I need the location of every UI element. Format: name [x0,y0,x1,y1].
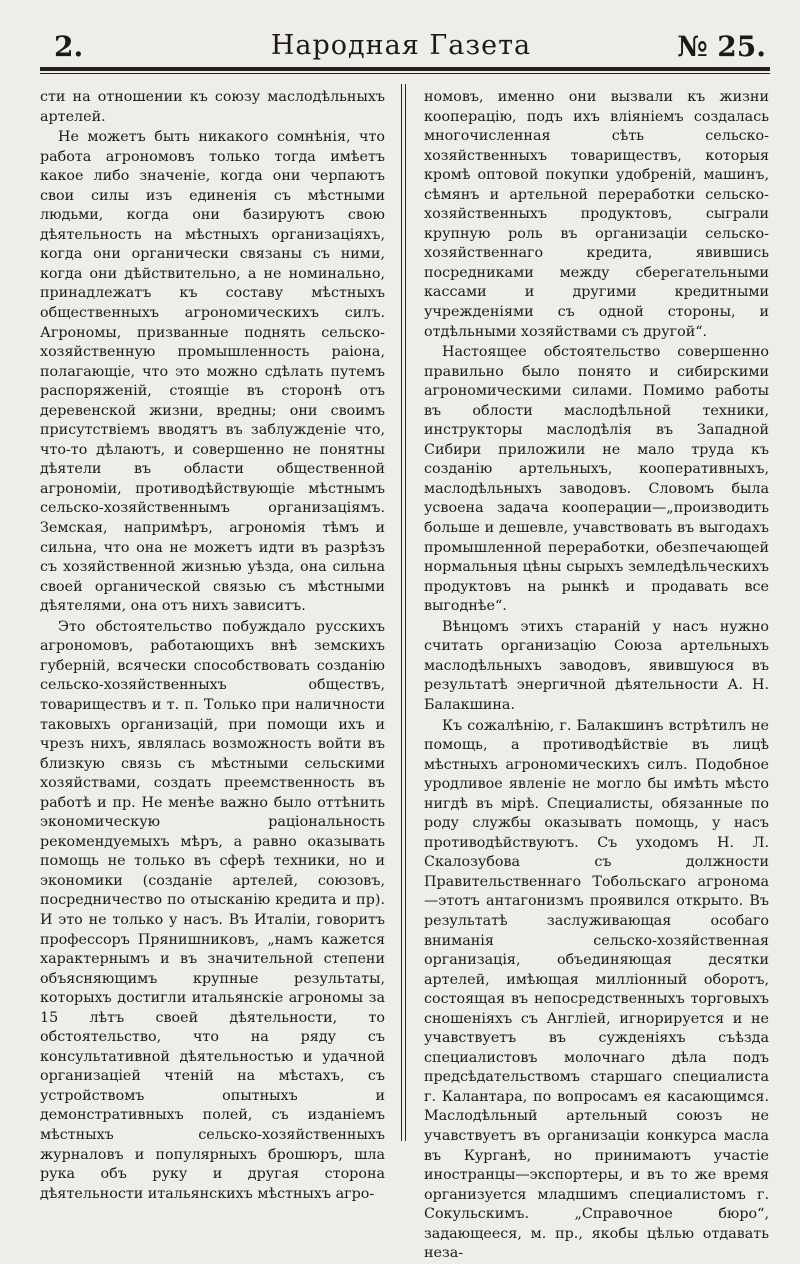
masthead [30,22,772,62]
header-rule-thin [40,73,770,74]
paragraph: Это обстоятельство побуждало русскихъ агрономовъ, работающихъ внѣ земскихъ губерній, всячески способствовать созданію сельско-хозяйственныхъ обществъ, товариществъ и т. п. Только при наличности таковыхъ организацій, при помощи ихъ и чрезъ нихъ, являлась возможность войти въ близкую связь съ мѣстными сельскими хозяйствами, создать преемственность въ работѣ и пр. Не менѣе важно было оттѣнить экономическую раціональность рекомендуемыхъ мѣръ, а равно оказывать помощь не только въ сферѣ техники, но и экономики (созданіе артелей, союзовъ, посредничество по отысканію кредита и пр). И это не только у насъ. Въ Италіи, говоритъ профессоръ Прянишниковъ, „намъ кажется характернымъ и въ значительной степени объясняющимъ крупные результаты, которыхъ достигли итальянскіе агрономы за 15 лѣтъ своей дѣятельности, то обстоятельство, что на ряду съ консультативной дѣятельностью и удачной организаціей чтеній на мѣстахъ, съ устройствомъ опытныхъ и демонстративныхъ полей, съ изданіемъ мѣстныхъ сельско-хозяйственныхъ журналовъ и популярныхъ брошюръ, шла рука объ руку и другая сторона дѣятельности итальянскихъ мѣстныхъ агро- [40,618,385,1202]
paragraph: номовъ, именно они вызвали къ жизни кооперацію, подъ ихъ вліяніемъ создалась многочисленная сѣть сельско-хозяйственныхъ товариществъ, которыя кромѣ оптовой покупки удобреній, машинъ, сѣмянъ и артельной переработки сельско-хозяйственныхъ продуктовъ, сыграли крупную роль въ организаціи сельско-хозяйственнаго кредита, явившись посредниками между сберегательными кассами и другими кредитными учрежденіями съ одной стороны, и отдѣльными хозяйствами съ другой“. [424,89,769,340]
issue-number: № 25. [677,30,766,63]
newspaper-title: Народная Газета [270,30,532,61]
right-column [424,88,769,1264]
paragraph: Не можетъ быть никакого сомнѣнія, что работа агрономовъ только тогда имѣетъ какое либо значеніе, когда они черпаютъ свои силы изъ единенія съ мѣстными людьми, когда они базируютъ свою дѣятельность на мѣстныхъ организаціяхъ, когда они органически связаны съ ними, когда они дѣйствительно, а не номинально, принадлежатъ къ составу мѣстныхъ общественныхъ агрономическихъ силъ. Агрономы, призванные поднять сельско-хозяйственную промышленность раіона, полагающіе, что это можно сдѣлать путемъ распоряженій, стоящіе въ сторонѣ отъ деревенской жизни, вредны; они своимъ присутствіемъ вводятъ въ заблужденіе что, что-то дѣлаютъ, и совершенно не понятны дѣятели въ области общественной агрономіи, противодѣйствующіе мѣстнымъ сельско-хозяйственнымъ организаціямъ. Земская, напримѣръ, агрономія тѣмъ и сильна, что она не можетъ идти въ разрѣзъ съ хозяйственной жизнью уѣзда, она сильна своей органической связью съ мѣстными дѣятелями, она отъ нихъ зависитъ. [40,129,385,615]
paragraph: Настоящее обстоятельство совершенно правильно было понято и сибирскими агрономическими силами. Помимо работы въ облости маслодѣльной техники, инструкторы маслодѣлія въ Западной Сибири приложили не мало труда къ созданію артельныхъ, кооперативныхъ, маслодѣльныхъ заводовъ. Словомъ была усвоена задача кооперации—„производить больше и дешевле, учавствовать въ выгодахъ промышленной переработки, обезпечающей нормальныя цѣны сырыхъ земледѣльческихъ продуктовъ на рынкѣ и продавать все выгоднѣе“. [424,344,769,615]
column-divider-inner [405,84,406,1141]
header-rule-thick [40,67,770,71]
paragraph: Вѣнцомъ этихъ стараній у насъ нужно считать организацію Союза артельныхъ маслодѣльныхъ заводовъ, явившуюся въ результатѣ энергичной дѣятельности А. Н. Балакшина. [424,618,769,713]
paragraph: сти на отношении къ союзу маслодѣльныхъ артелей. [40,89,385,125]
paragraph: Къ сожалѣнію, г. Балакшинъ встрѣтилъ не помощь, а противодѣйствіе въ лицѣ мѣстныхъ агрономическихъ силъ. Подобное уродливое явленіе не могло бы имѣть мѣсто нигдѣ въ мірѣ. Специалисты, обязанные по роду службы оказывать помощь, у насъ противодѣйствуютъ. Съ уходомъ Н. Л. Скалозубова съ должности Правительственнаго Тобольскаго агронома—этотъ антагонизмъ проявился открыто. Въ результатѣ заслуживающая особаго вниманія сельско-хозяйственная организація, объединяющая десятки артелей, имѣющая милліонный оборотъ, состоящая въ непосредственныхъ торговыхъ сношеніяхъ съ Англіей, игнорируется и не учавствуетъ въ сужденіяхъ съѣзда специалистовъ молочнаго дѣла подъ предсѣдательствомъ старшаго специалиста г. Калантара, по вопросамъ ея касающимся. Маслодѣльный артельный союзъ не учавствуетъ въ организаціи конкурса масла въ Курганѣ, но принимаютъ участіе иностранцы—экспортеры, и въ то же время организуется младшимъ специалистомъ г. Сокульскимъ. „Справочное бюро“, задающееся, м. пр., якобы цѣлью отдавать неза- [424,717,769,1262]
left-column [40,88,385,1204]
column-divider [401,84,402,1141]
page-number: 2. [54,30,84,63]
